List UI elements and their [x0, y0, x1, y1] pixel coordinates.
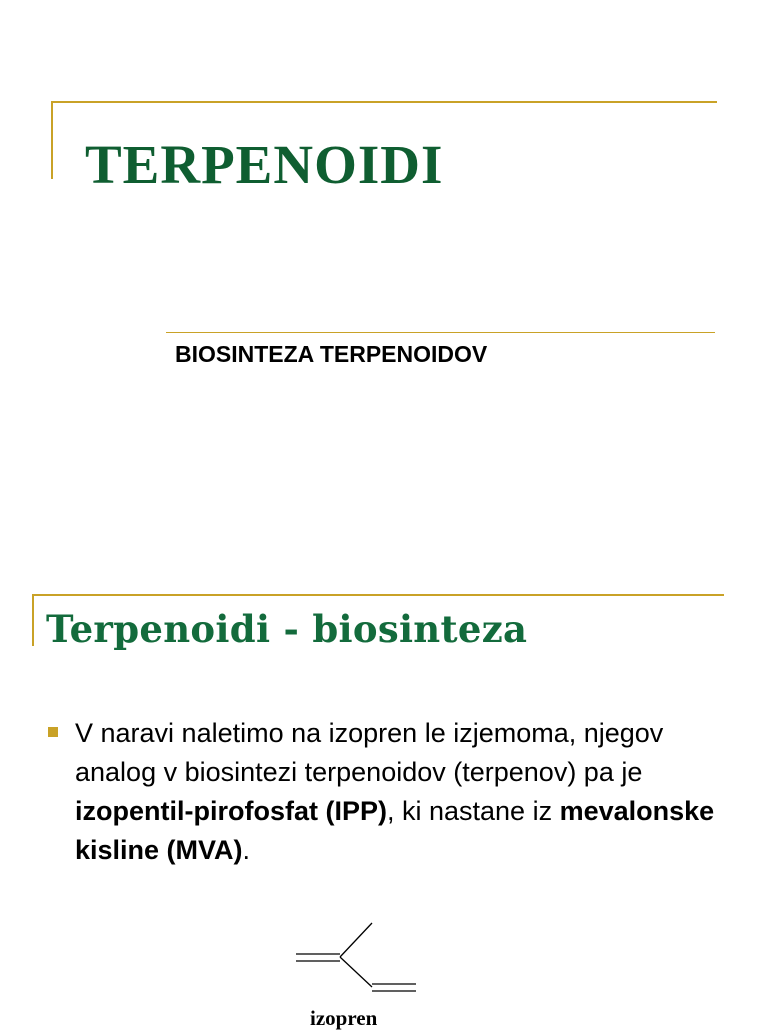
subtitle-rule [166, 332, 715, 333]
slide-subtitle: BIOSINTEZA TERPENOIDOV [175, 341, 488, 367]
bullet-bold-ipp: izopentil-pirofosfat (IPP) [75, 796, 387, 826]
isoprene-structure-diagram [290, 917, 430, 1007]
heading-left-rule [32, 594, 34, 646]
molecule-label: izopren [310, 1006, 378, 1030]
slide-biosynthesis [0, 512, 768, 1030]
bullet-text-2: , ki nastane iz [386, 796, 560, 826]
slide-heading: Terpenoidi - biosinteza [46, 607, 528, 651]
title-left-rule [51, 101, 53, 179]
slide-title [0, 0, 768, 512]
heading-top-rule [32, 594, 724, 596]
bullet-bold-mva: mevalonske kisline (MVA) [75, 796, 715, 865]
bullet-square-icon [48, 727, 58, 737]
title-top-rule [51, 101, 717, 103]
bullet-text-1: V naravi naletimo na izopren le izjemoma, njegov analog v biosintezi terpenoidov (terpenov) pa je [75, 718, 664, 787]
bullet-paragraph [75, 714, 745, 870]
bullet-text-3: . [242, 835, 251, 865]
slide-title-heading: TERPENOIDI [85, 134, 444, 195]
